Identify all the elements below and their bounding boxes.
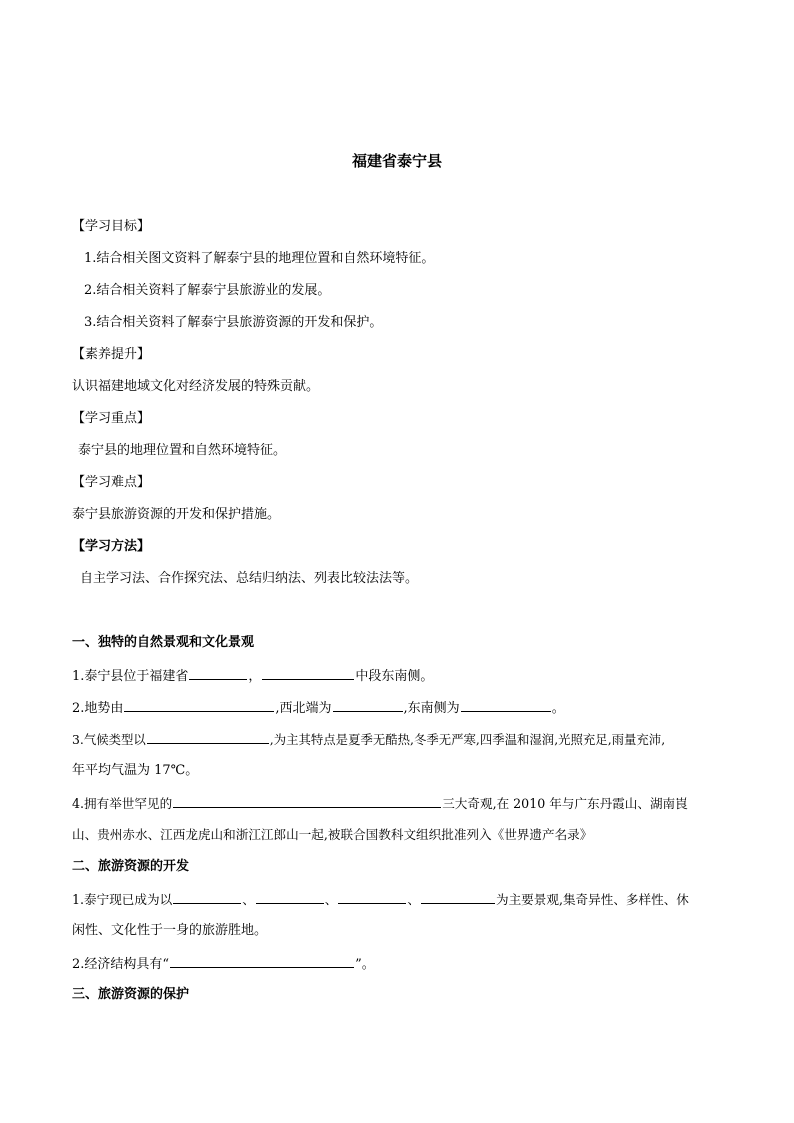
- literacy-heading: 【素养提升】: [72, 347, 151, 362]
- question-text: 、: [324, 892, 338, 907]
- question-1-2: [72, 698, 565, 718]
- answer-blank[interactable]: [333, 698, 403, 712]
- difficulty-text: 泰宁县旅游资源的开发和保护措施。: [72, 507, 281, 522]
- question-2-1-cont: 闲性、文化性于一身的旅游胜地。: [72, 923, 268, 938]
- goal-item: 1.结合相关图文资料了解泰宁县的地理位置和自然环境特征。: [84, 251, 435, 266]
- question-text: 三大奇观,在 2010 年与广东丹霞山、湖南崀: [442, 796, 688, 811]
- question-2-1: [72, 890, 689, 909]
- answer-blank[interactable]: [170, 954, 354, 968]
- question-1-3: [72, 730, 665, 749]
- focus-text: 泰宁县的地理位置和自然环境特征。: [78, 443, 287, 458]
- answer-blank[interactable]: [173, 794, 441, 808]
- answer-blank[interactable]: [262, 666, 354, 680]
- goals-heading: 【学习目标】: [72, 219, 151, 234]
- focus-heading: 【学习重点】: [72, 411, 151, 426]
- question-text: 为主要景观,集奇异性、多样性、休: [495, 892, 689, 907]
- section-heading-1: 一、独特的自然景观和文化景观: [72, 635, 255, 650]
- question-1-4-cont: 山、贵州赤水、江西龙虎山和浙江江郎山一起,被联合国教科文组织批准列入《世界遗产名录》: [72, 827, 593, 842]
- question-text: 3.气候类型以: [72, 732, 146, 747]
- question-text: ，: [248, 669, 262, 684]
- question-1-4: [72, 794, 688, 813]
- question-text: 2.地势由: [72, 701, 124, 716]
- section-heading-3: 三、旅游资源的保护: [72, 987, 190, 1002]
- question-1-3-cont: 年平均气温为 17℃。: [72, 763, 199, 778]
- method-text: 自主学习法、合作探究法、总结归纳法、列表比较法法等。: [80, 571, 419, 586]
- goal-item: 3.结合相关资料了解泰宁县旅游资源的开发和保护。: [84, 315, 383, 330]
- question-text: ,东南侧为: [403, 701, 460, 716]
- question-1-1: [72, 666, 433, 686]
- difficulty-heading: 【学习难点】: [72, 475, 151, 490]
- section-heading-2: 二、旅游资源的开发: [72, 859, 190, 874]
- question-text: 2.经济结构具有“: [72, 957, 170, 972]
- question-text: 。: [551, 701, 565, 716]
- answer-blank[interactable]: [256, 890, 324, 904]
- answer-blank[interactable]: [189, 666, 247, 680]
- question-text: ”。: [355, 957, 375, 972]
- goal-item: 2.结合相关资料了解泰宁县旅游业的发展。: [84, 283, 331, 298]
- question-text: 1.泰宁县位于福建省: [72, 669, 189, 684]
- answer-blank[interactable]: [147, 730, 269, 744]
- answer-blank[interactable]: [124, 698, 274, 712]
- method-heading: 【学习方法】: [72, 539, 151, 554]
- question-text: 1.泰宁现已成为以: [72, 892, 173, 907]
- question-text: 、: [242, 892, 255, 907]
- literacy-text: 认识福建地域文化对经济发展的特殊贡献。: [72, 379, 320, 394]
- question-text: 4.拥有举世罕见的: [72, 796, 173, 811]
- answer-blank[interactable]: [338, 890, 406, 904]
- answer-blank[interactable]: [173, 890, 241, 904]
- question-text: ,为主其特点是夏季无酷热,冬季无严寒,四季温和湿润,光照充足,雨量充沛,: [269, 732, 666, 747]
- page-title: 福建省泰宁县: [351, 152, 442, 170]
- answer-blank[interactable]: [421, 890, 495, 904]
- question-text: 、: [407, 892, 420, 907]
- question-text: ,西北端为: [275, 701, 332, 716]
- answer-blank[interactable]: [461, 698, 551, 712]
- question-2-2: [72, 954, 375, 974]
- question-text: 中段东南侧。: [355, 669, 434, 684]
